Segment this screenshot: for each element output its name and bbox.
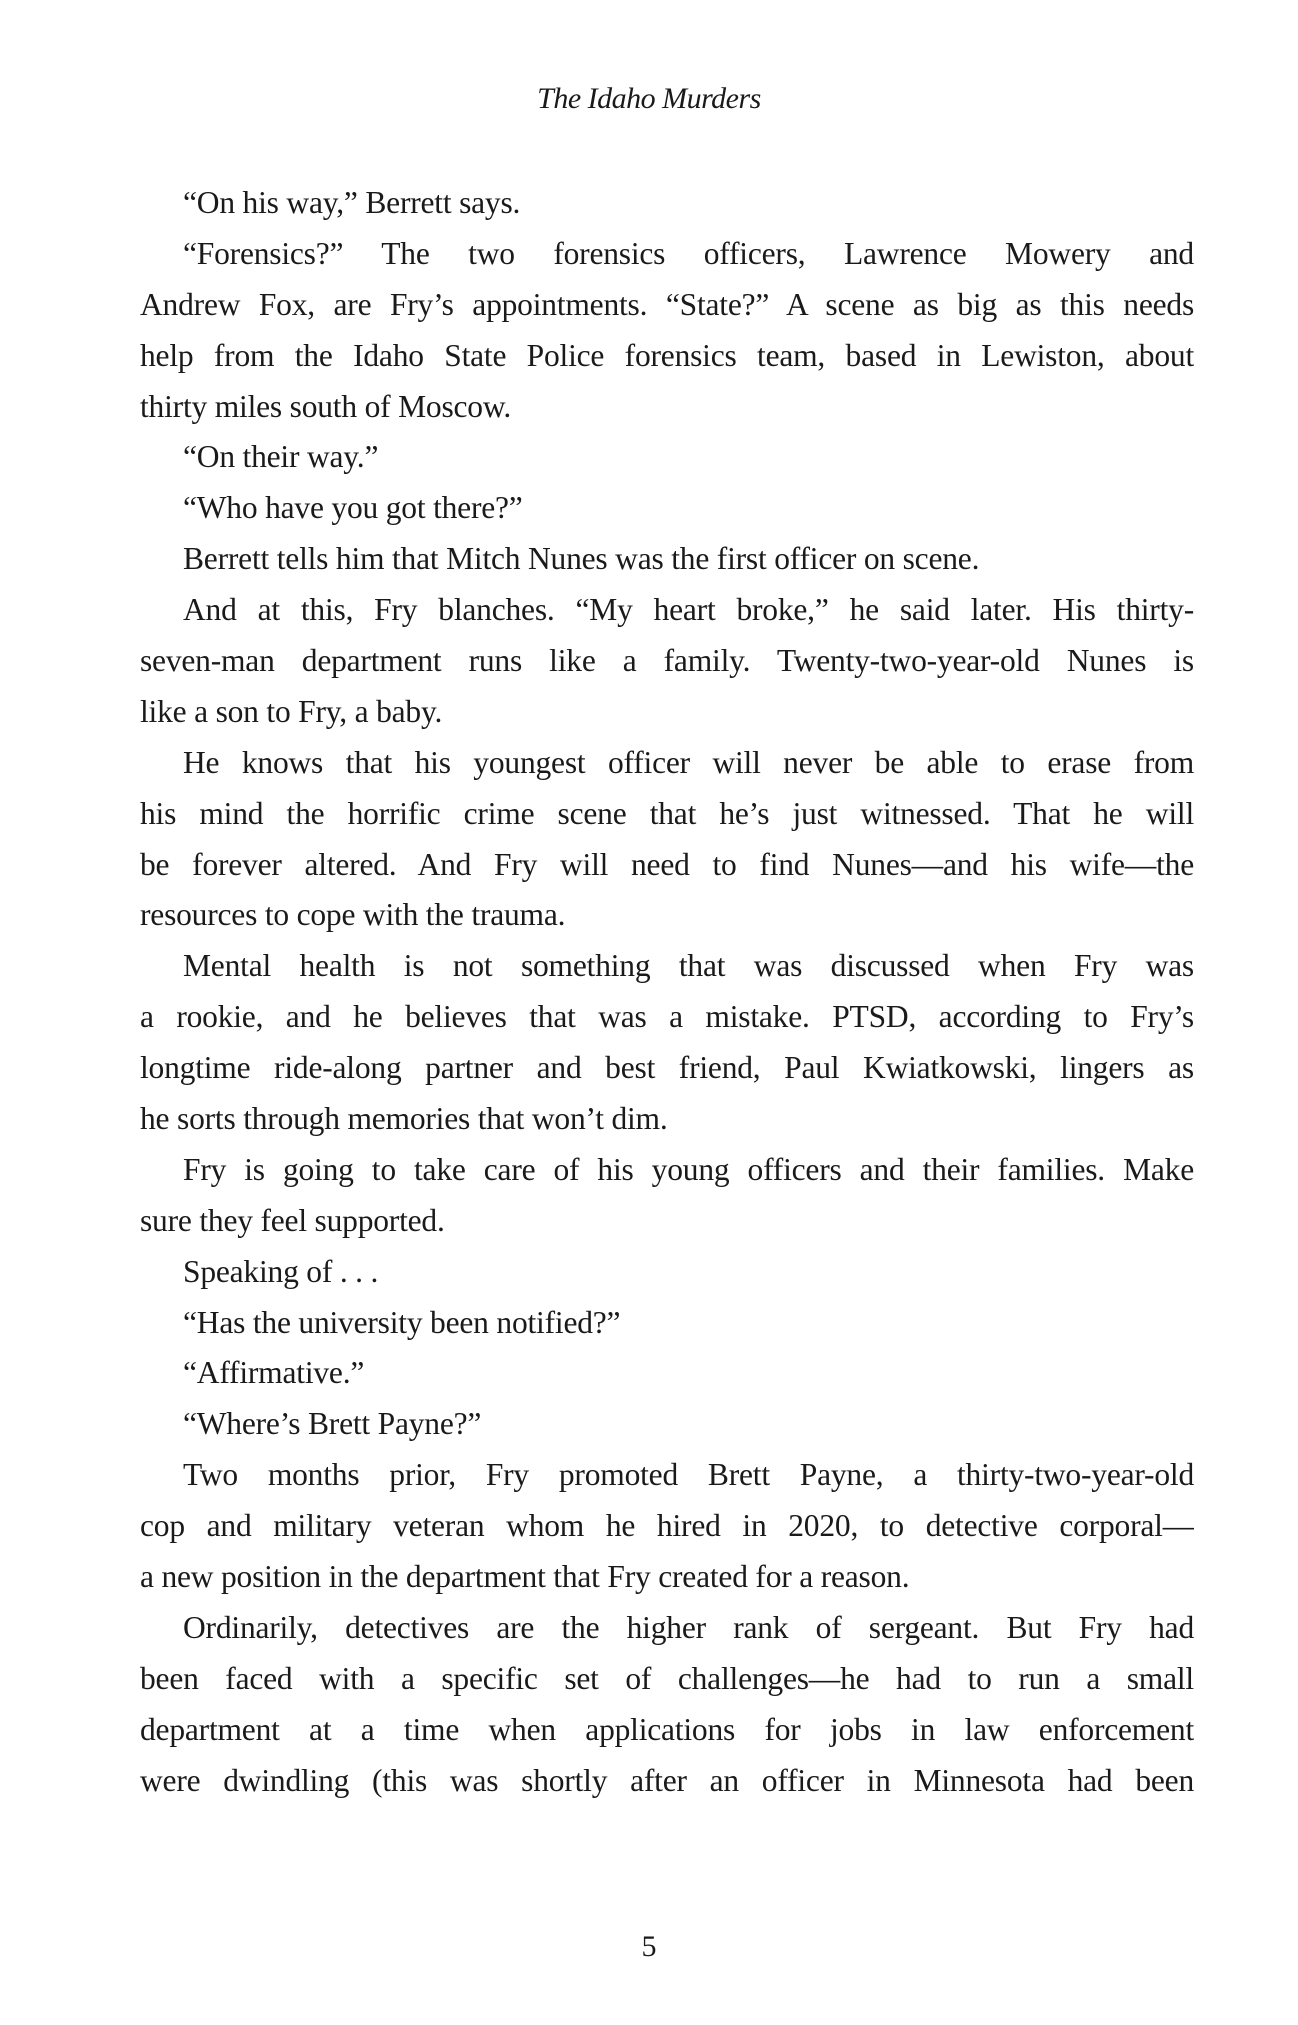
text-line: “On his way,” Berrett says.: [183, 185, 521, 220]
text-line: “Forensics?” The two forensics officers, Lawrence Mowery and: [183, 235, 1194, 271]
paragraph: [140, 483, 1194, 534]
text-line: longtime ride-along partner and best friend, Paul Kwiatkowski, lingers as: [140, 1050, 1194, 1086]
text-line: Mental health is not something that was discussed when Fry was: [183, 948, 1194, 984]
text-line: “Where’s Brett Payne?”: [183, 1406, 482, 1442]
text-line: sure they feel supported.: [140, 1202, 445, 1238]
text-line: “Affirmative.”: [183, 1355, 365, 1391]
text-line: his mind the horrific crime scene that he’s just witnessed. That he will: [140, 795, 1194, 831]
paragraph: [140, 534, 1194, 585]
running-head: The Idaho Murders: [537, 82, 761, 115]
text-line: Andrew Fox, are Fry’s appointments. “State?” A scene as big as this needs: [140, 286, 1194, 322]
paragraph: [140, 1399, 1194, 1450]
paragraph: [140, 941, 1194, 1145]
paragraph: [140, 1298, 1194, 1349]
text-line: Berrett tells him that Mitch Nunes was the first officer on scene.: [183, 541, 980, 577]
text-line: And at this, Fry blanches. “My heart broke,” he said later. His thirty-: [183, 592, 1194, 628]
paragraph: [140, 1450, 1194, 1603]
text-line: “On their way.”: [183, 439, 379, 475]
paragraph: [140, 1348, 1194, 1399]
text-line: like a son to Fry, a baby.: [140, 693, 443, 729]
paragraph: [140, 738, 1194, 942]
text-line: seven-man department runs like a family. Twenty-two-year-old Nunes is: [140, 643, 1194, 679]
text-line: he sorts through memories that won’t dim.: [140, 1101, 668, 1137]
text-line: resources to cope with the trauma.: [140, 897, 566, 933]
text-line: Speaking of . . .: [183, 1253, 379, 1289]
text-line: a rookie, and he believes that was a mistake. PTSD, according to Fry’s: [140, 999, 1194, 1035]
paragraph: [140, 432, 1194, 483]
text-line: help from the Idaho State Police forensics team, based in Lewiston, about: [140, 337, 1194, 373]
text-line: department at a time when applications for jobs in law enforcement: [140, 1711, 1194, 1747]
text-line: Two months prior, Fry promoted Brett Payne, a thirty-two-year-old: [183, 1457, 1194, 1493]
paragraph: [140, 585, 1194, 738]
paragraph: [140, 1145, 1194, 1247]
text-line: a new position in the department that Fry created for a reason.: [140, 1559, 910, 1595]
text-line: be forever altered. And Fry will need to find Nunes—and his wife—the: [140, 846, 1194, 882]
text-line: were dwindling (this was shortly after an officer in Minnesota had been: [140, 1762, 1194, 1798]
text-line: cop and military veteran whom he hired in 2020, to detective corporal—: [140, 1508, 1194, 1544]
text-line: thirty miles south of Moscow.: [140, 388, 512, 424]
text-line: He knows that his youngest officer will never be able to erase from: [183, 744, 1194, 780]
paragraph: [140, 1247, 1194, 1298]
body-text: [140, 178, 1194, 1807]
paragraph: [140, 1603, 1194, 1807]
text-line: Fry is going to take care of his young officers and their families. Make: [183, 1151, 1194, 1187]
text-line: been faced with a specific set of challenges—he had to run a small: [140, 1660, 1194, 1696]
text-line: “Who have you got there?”: [183, 490, 523, 526]
page-number: 5: [641, 1930, 657, 1963]
text-line: “Has the university been notified?”: [183, 1304, 621, 1340]
paragraph: [140, 229, 1194, 433]
paragraph: [140, 178, 1194, 229]
text-line: Ordinarily, detectives are the higher rank of sergeant. But Fry had: [183, 1609, 1194, 1645]
